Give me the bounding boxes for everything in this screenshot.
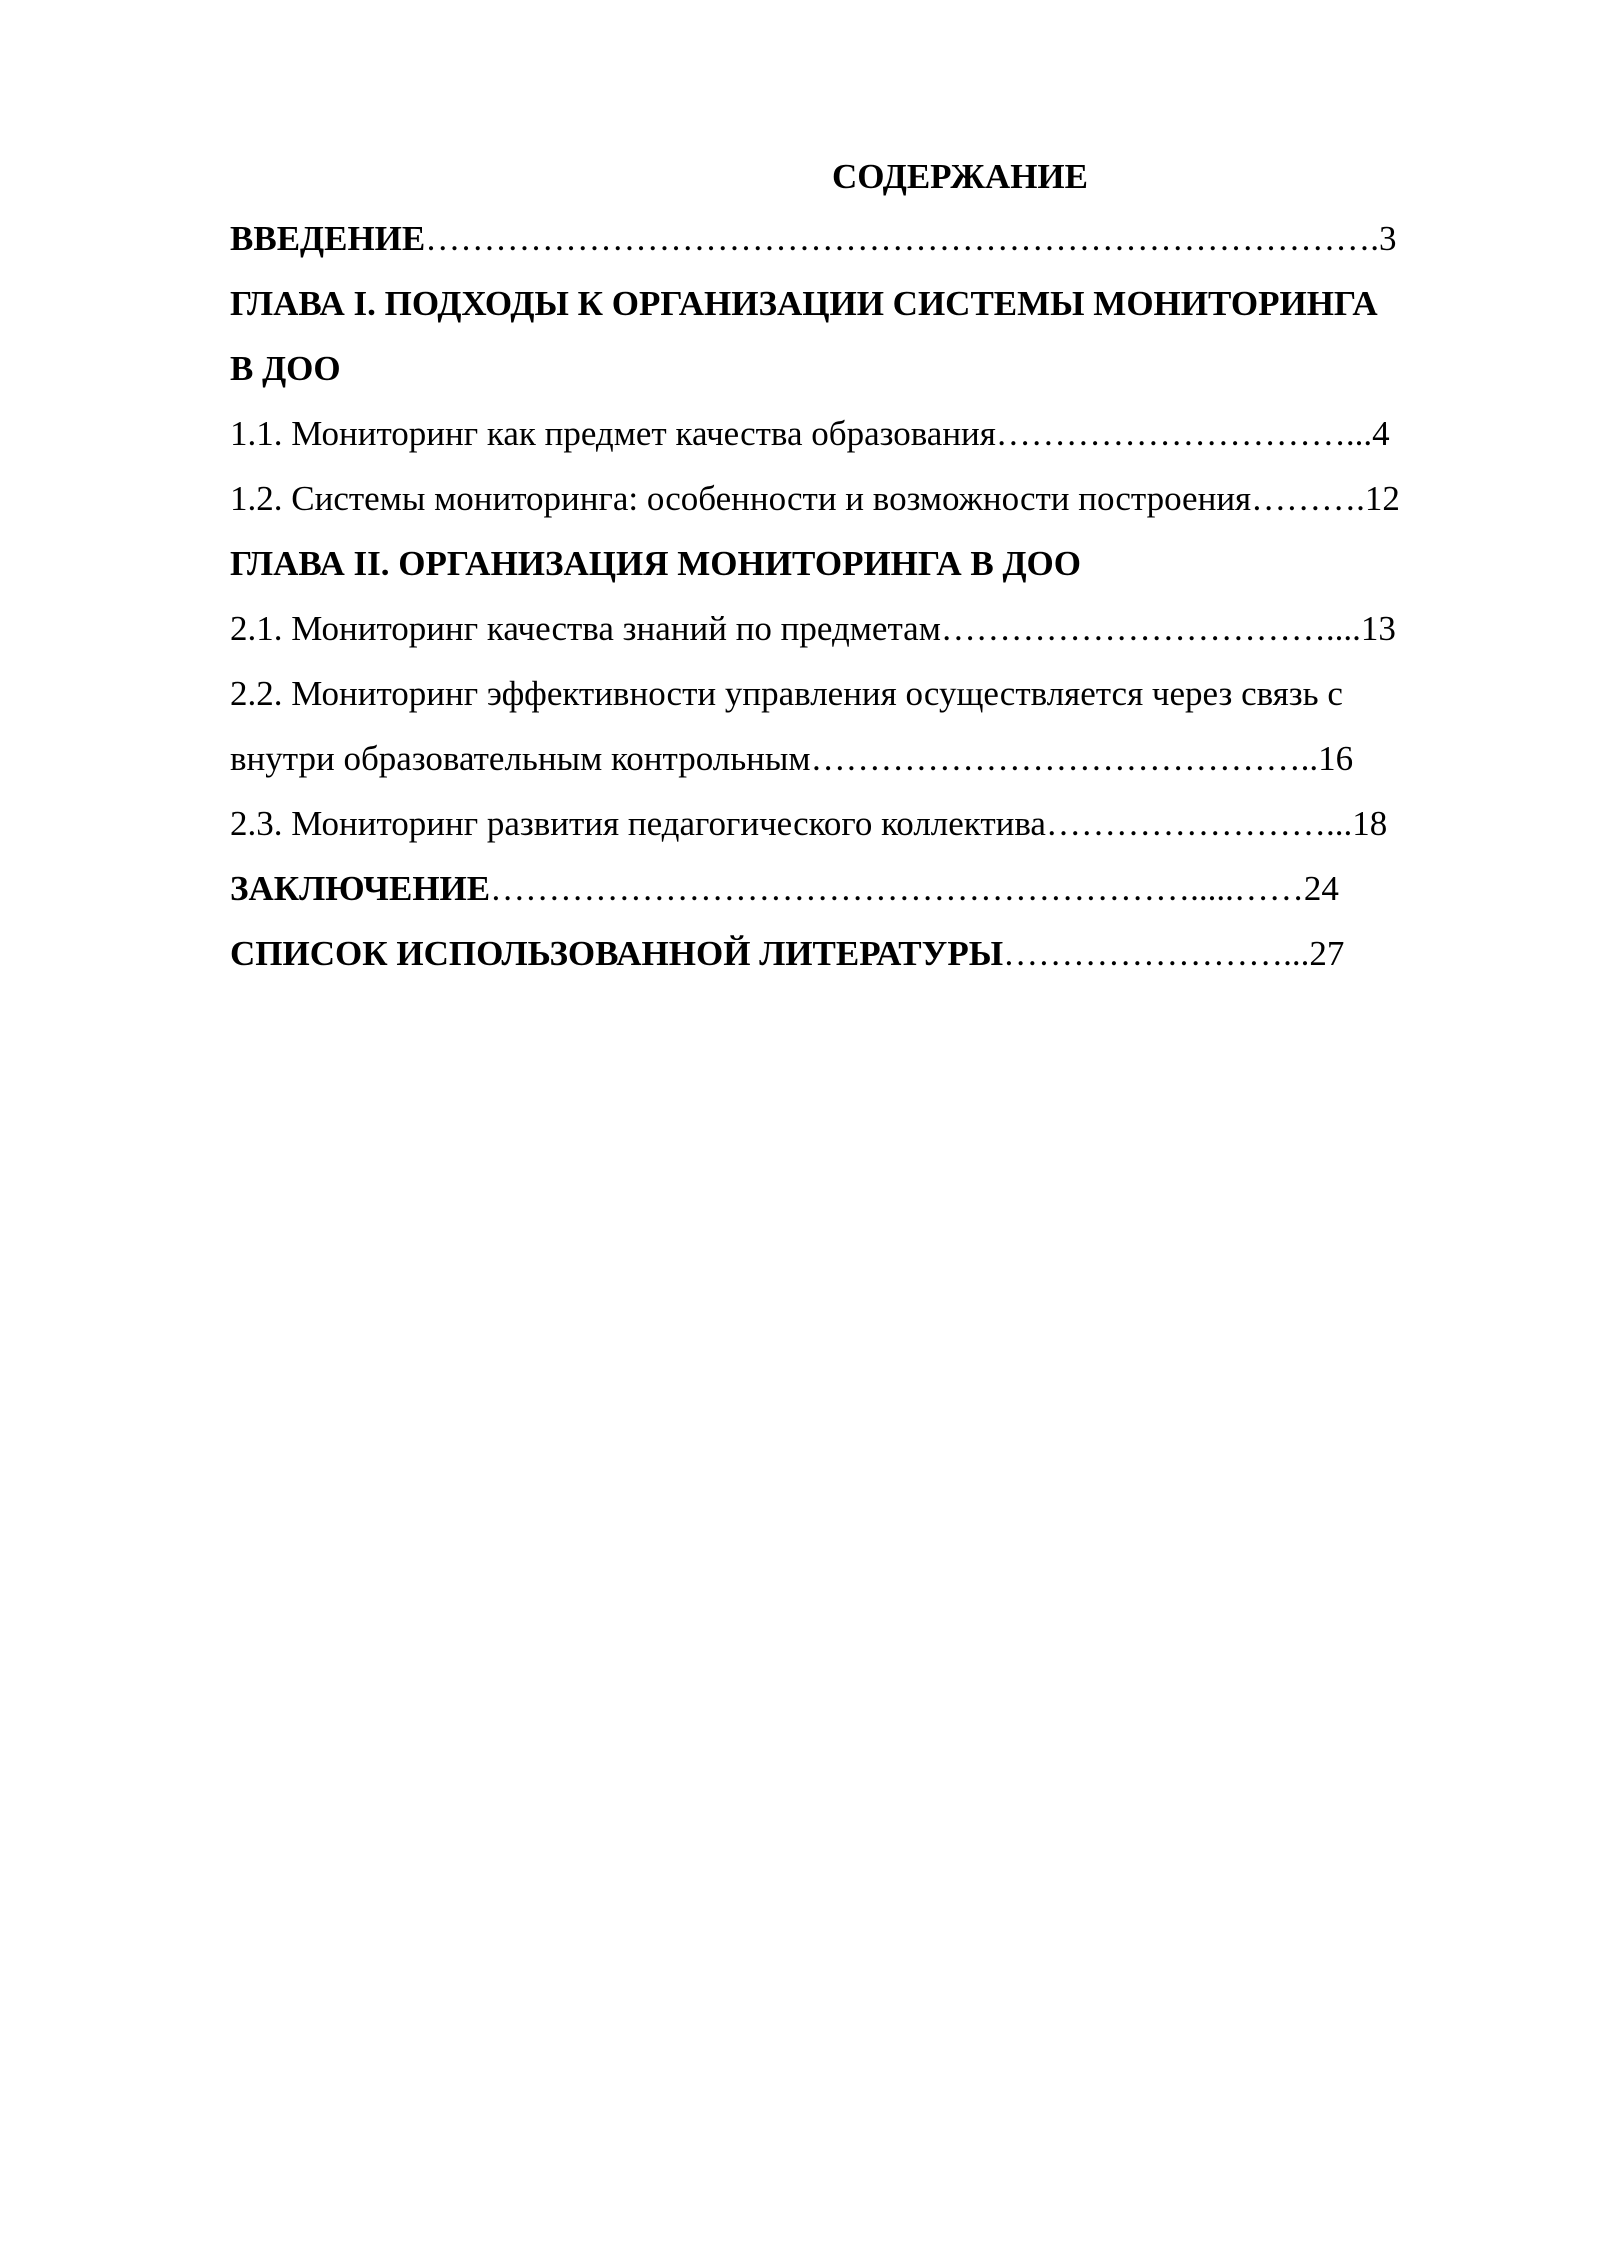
entry-page: 13 [1360,609,1396,648]
entry-leader: …………………………………………………….....…… [490,869,1304,908]
entry-text: 2.2. Мониторинг эффективности управления осуществляется через связь с [230,674,1343,713]
entry-leader: …………………………….... [940,609,1361,648]
entry-text: ЗАКЛЮЧЕНИЕ [230,869,491,908]
toc-entry-2-1 [230,596,1490,661]
entry-text: В ДОО [230,349,341,388]
toc-title: СОДЕРЖАНИЕ [831,157,1088,196]
entry-text: 1.2. Системы мониторинга: особенности и возможности построения [230,479,1252,518]
entry-page: 27 [1309,934,1345,973]
entry-text: ГЛАВА I. ПОДХОДЫ К ОРГАНИЗАЦИИ СИСТЕМЫ МОНИТОРИНГА [230,284,1378,323]
entry-page: 4 [1372,414,1390,453]
entry-leader: …………………………………….. [810,739,1319,778]
toc-entry-2-3 [230,791,1490,856]
entry-page: 24 [1303,869,1339,908]
toc-entry-1-2 [230,466,1490,531]
entry-leader: ……………………... [1045,804,1353,843]
entry-page: 16 [1318,739,1354,778]
entry-leader: ……………………... [1003,934,1310,973]
toc-entry-chapter-1 [230,271,1490,336]
entry-text: ГЛАВА II. ОРГАНИЗАЦИЯ МОНИТОРИНГА В ДОО [230,544,1082,583]
entry-leader: ………………………………………………………………………. [425,219,1380,258]
entry-text: 2.3. Мониторинг развития педагогического коллектива [230,804,1046,843]
entry-text: ВВЕДЕНИЕ [230,219,426,258]
table-of-contents [230,148,1490,986]
entry-text: СПИСОК ИСПОЛЬЗОВАННОЙ ЛИТЕРАТУРЫ [230,934,1004,973]
toc-entry-chapter-1-cont [230,336,1490,401]
entry-page: 12 [1364,479,1400,518]
entry-text: внутри образовательным контрольным [230,739,811,778]
toc-entry-2-2-cont [230,726,1490,791]
toc-entry-conclusion [230,856,1490,921]
entry-page: 18 [1352,804,1388,843]
toc-entry-chapter-2 [230,531,1490,596]
entry-page: 3 [1379,219,1397,258]
toc-entry-2-2 [230,661,1490,726]
toc-entry-references [230,921,1490,986]
toc-entry-1-1 [230,401,1490,466]
entry-text: 2.1. Мониторинг качества знаний по предметам [230,609,941,648]
toc-entry-introduction [230,206,1490,271]
entry-leader: ………. [1251,479,1365,518]
entry-text: 1.1. Мониторинг как предмет качества образования [230,414,996,453]
entry-leader: …………………………... [995,414,1373,453]
